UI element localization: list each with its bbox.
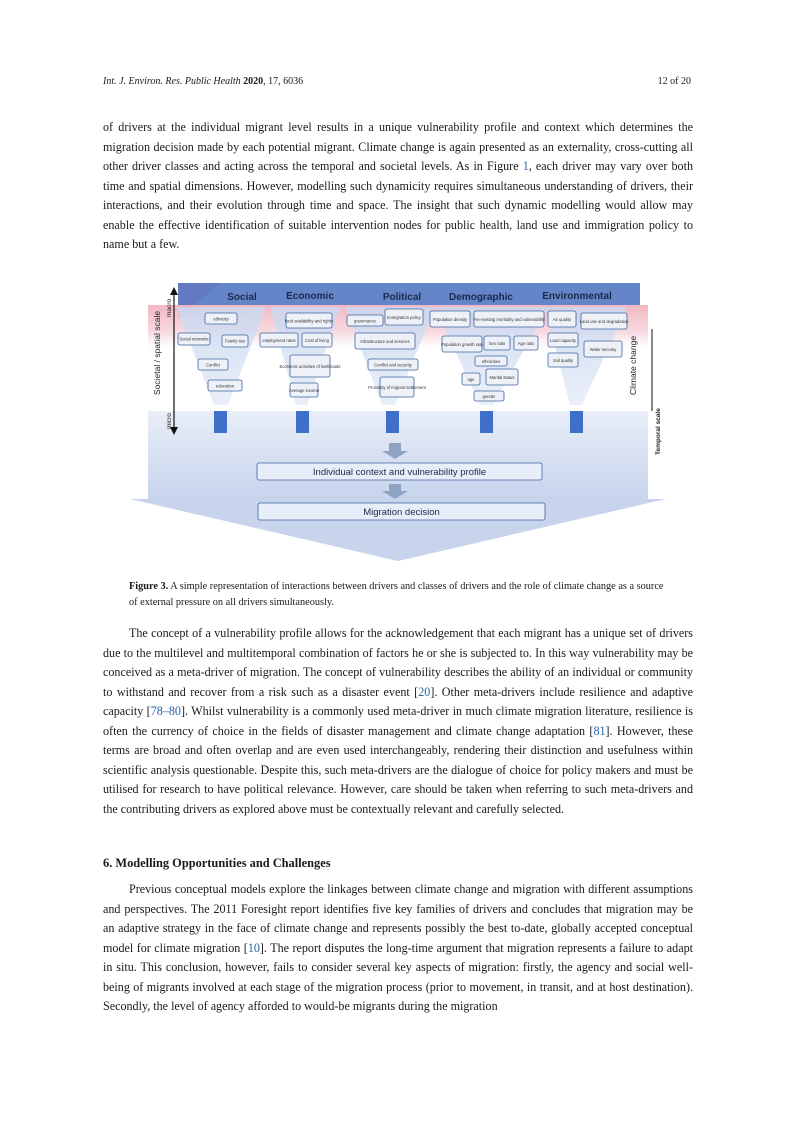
driver-label: food availability and rights [284,318,334,324]
pillar-environmental [570,411,583,433]
driver-label: Family ties [224,338,246,344]
pillar-political [386,411,399,433]
driver-label: governance [354,318,376,324]
pillar-economic [296,411,309,433]
flow-label-decision: Migration decision [363,507,440,518]
section-heading: 6. Modelling Opportunities and Challenges [103,856,331,870]
driver-label: Conflict [206,362,220,368]
driver-label: Marital status [489,375,515,380]
axis-micro: micro [166,413,173,429]
driver-label: employment rates [262,338,296,343]
axis-label-climate: Climate change [628,335,638,395]
driver-label: ethnicity [213,316,229,322]
category-demographic: Demographic [449,292,513,303]
category-social: Social [227,292,257,303]
driver-label: Water security [589,347,617,352]
driver-label: ethnicities [481,359,501,364]
driver-label: Population growth rate [441,342,483,347]
citation-link[interactable]: 81 [593,723,606,738]
driver-label: education [215,383,235,389]
driver-label: Sex ratio [488,341,506,346]
paragraph-1: of drivers at the individual migrant level results in a unique vulnerability profile and context which determines the migration decision made by each potential migrant. Climate change is again presented as an externality, cross-cutting all other driver classes and acting across the temporal and societal levels. As in Figure 1, each driver may vary over both time and spatial dimensions. However, modelling such dynamicity requires simultaneous understanding of drivers, their interactions, and their evolution through time and space. The insight that such dynamic modelling would allow may enable the effective identification of suitable intervention nodes for public health, land use and immigration policy to name but a few. [103,120,693,251]
citation-link[interactable]: 20 [418,684,431,699]
driver-label: Economic activities of livelihoods [279,364,341,369]
driver-label: Immigration policy [387,315,421,320]
running-header: Int. J. Environ. Res. Public Health 2020, 17, 6036 [103,76,304,87]
category-political: Political [382,292,422,303]
driver-label: Age ratio [517,341,535,346]
category-environmental: Environmental [542,291,612,302]
citation-link[interactable]: 10 [247,940,260,955]
driver-label: Pre-existing morbidity and vulnerability [473,317,545,322]
driver-label: Conflict and security [374,362,412,368]
driver-label: Soil quality [552,358,574,363]
flow-label-vulnerability: Individual context and vulnerability profile [312,467,487,478]
driver-label: age [467,377,475,382]
driver-label: Cost of living [305,338,329,343]
driver-label: Average income [288,388,320,393]
figure-ref[interactable]: 1 [522,159,529,173]
driver-label: gender [482,394,496,399]
figure-3 [130,283,666,573]
driver-label: Social networks [179,336,209,342]
citation-link[interactable]: 78–80 [150,704,181,718]
page-number: 12 of 20 [657,76,691,87]
driver-label: Air quality [552,317,572,322]
axis-label-temporal: Temporal scale [655,408,662,455]
pillar-demographic [480,411,493,433]
driver-label: Land capacity [550,338,576,343]
driver-label: Population density [432,317,468,322]
category-economic: Economic [286,291,334,302]
driver-label: Land use and degradation [579,319,629,324]
figure-caption: Figure 3. A simple representation of interactions between drivers and classes of drivers and the role of climate change as a source of external pressure on all drivers simultaneously. [129,581,664,608]
axis-macro: macro [166,298,173,317]
pillar-social [214,411,227,433]
axis-arrow-up [170,287,178,295]
driver-label: Infrastructure and services [360,339,410,344]
paragraph-2: The concept of a vulnerability profile allows for the acknowledgement that each migrant has a unique set of drivers due to the multilevel and multitemporal combination of factors he or she is subjected to. In this way vulnerability may be conceived as a meta-driver of migration. The concept of vulnerability describes the ability of an individual or community to withstand and recover from a risk such as a disaster event [20]. Other meta-drivers include resilience and adaptive capacity [78–80]. Whilst vulnerability is a commonly used meta-driver in much climate migration literature, resilience is often the currency of choice in the fields of disaster management and climate change adaptation [81]. However, these terms are broad and often overlap and are even used interchangeably, rendering their distinction and usefulness within scientific analysis questionable. Despite this, such meta-drivers are the dialogue of choice for policy makers and must be utilised for research to have political relevance. However, care should be taken when referring to such meta-drivers and the contributing drivers as explored above must be contextually relevant and carefully selected. [103,626,694,816]
paragraph-3: Previous conceptual models explore the linkages between climate change and migration with different assumptions and perspectives. The 2011 Foresight report identifies five key families of drivers and concludes that migration may be an adaptive strategy in the face of climate change and represents possibly the best to-date, globally accepted conceptual model for climate migration [10]. The report disputes the long-time argument that migration represents a failure to adapt in situ. This conclusion, however, fails to consider several key aspects of migration: firstly, the agency and social well-being of migrants involved at each stage of the migration process (prior to movement, in transit, and at host destination). Secondly, the level of agency afforded to would-be migrants during the migration [103,882,693,1013]
axis-label-societal: Societal / spatial scale [152,310,162,395]
driver-label: Proximity of migrant settlement [368,385,426,390]
